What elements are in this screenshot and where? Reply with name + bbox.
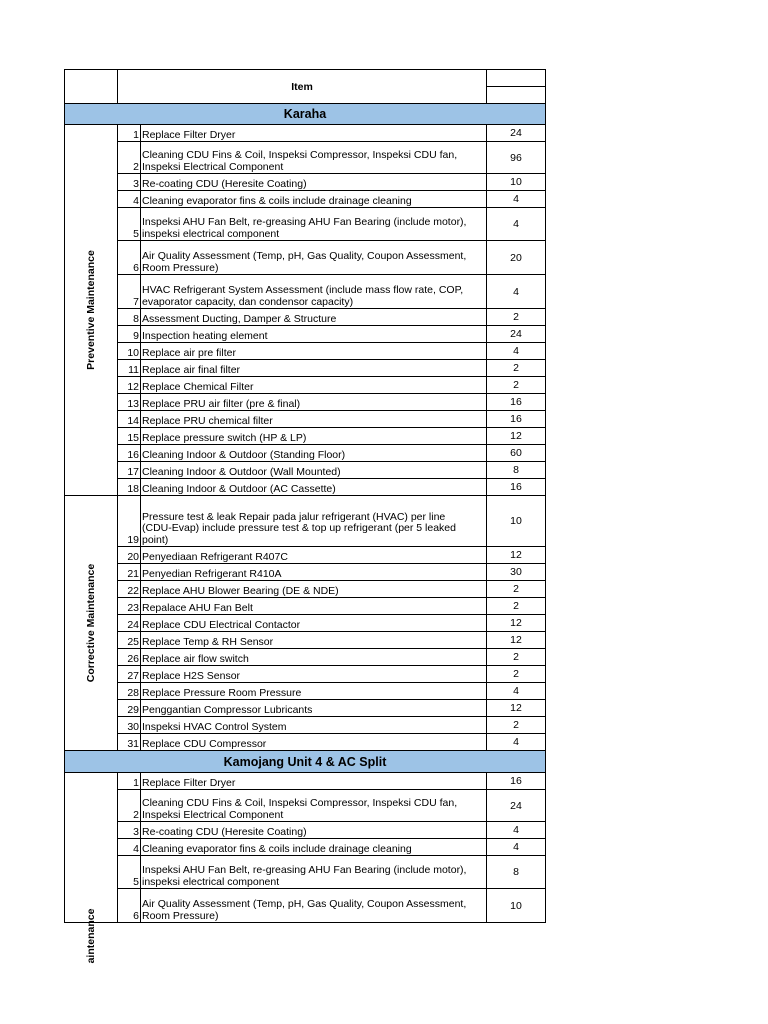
- item-description: Repalace AHU Fan Belt: [142, 601, 253, 614]
- item-description-cell: [141, 790, 487, 822]
- quantity-cell: 4: [487, 839, 546, 856]
- table-row: [65, 360, 546, 377]
- item-description: Cleaning CDU Fins & Coil, Inspeksi Compressor, Inspeksi CDU fan, Inspeksi Electrical Component: [142, 797, 458, 821]
- quantity-cell: 4: [487, 822, 546, 839]
- table-row: [65, 496, 546, 547]
- item-description-cell: [141, 839, 487, 856]
- row-number: 18: [118, 479, 141, 496]
- row-number: 15: [118, 428, 141, 445]
- row-number: 31: [118, 734, 141, 751]
- quantity-cell: 24: [487, 125, 546, 142]
- row-number: 3: [118, 174, 141, 191]
- table-row: [65, 445, 546, 462]
- table-row: [65, 856, 546, 889]
- quantity-cell: 4: [487, 683, 546, 700]
- section-header-row: [65, 751, 546, 773]
- item-description-cell: [141, 343, 487, 360]
- item-description-cell: [141, 632, 487, 649]
- item-description-cell: [141, 428, 487, 445]
- quantity-cell: 12: [487, 428, 546, 445]
- table-row: [65, 666, 546, 683]
- item-description: Penyedian Refrigerant R410A: [142, 567, 282, 580]
- quantity-cell: 10: [487, 174, 546, 191]
- item-description: Replace Pressure Room Pressure: [142, 686, 302, 699]
- item-description-cell: [141, 547, 487, 564]
- item-description-cell: [141, 326, 487, 343]
- quantity-cell: 96: [487, 142, 546, 174]
- quantity-cell: 2: [487, 717, 546, 734]
- quantity-cell: 20: [487, 241, 546, 275]
- table-row: [65, 615, 546, 632]
- table-row: [65, 394, 546, 411]
- row-number: 9: [118, 326, 141, 343]
- table-row: [65, 790, 546, 822]
- quantity-cell: 4: [487, 734, 546, 751]
- table-row: [65, 839, 546, 856]
- item-description: Replace Filter Dryer: [142, 128, 236, 141]
- row-number: 5: [118, 856, 141, 889]
- item-description-cell: [141, 174, 487, 191]
- table-row: [65, 479, 546, 496]
- row-number: 24: [118, 615, 141, 632]
- item-description-cell: [141, 773, 487, 790]
- item-description-cell: [141, 856, 487, 889]
- item-description-cell: [141, 360, 487, 377]
- row-number: 2: [118, 790, 141, 822]
- quantity-cell: 2: [487, 649, 546, 666]
- table-row: [65, 125, 546, 142]
- quantity-cell: 10: [487, 496, 546, 547]
- item-description: Cleaning evaporator fins & coils include drainage cleaning: [142, 842, 412, 855]
- row-number: 6: [118, 241, 141, 275]
- quantity-cell: 2: [487, 360, 546, 377]
- section-title: Kamojang Unit 4 & AC Split: [65, 751, 546, 773]
- item-description-cell: [141, 734, 487, 751]
- item-description: Replace PRU air filter (pre & final): [142, 397, 301, 410]
- table-row: [65, 581, 546, 598]
- row-number: 1: [118, 773, 141, 790]
- quantity-cell: 12: [487, 547, 546, 564]
- row-number: 26: [118, 649, 141, 666]
- table-row: [65, 326, 546, 343]
- table-row: [65, 598, 546, 615]
- category-label: aintenance: [85, 908, 97, 964]
- row-number: 6: [118, 889, 141, 923]
- quantity-cell: 12: [487, 700, 546, 717]
- item-description: Replace CDU Compressor: [142, 737, 267, 750]
- item-description-cell: [141, 208, 487, 241]
- item-description: Replace pressure switch (HP & LP): [142, 431, 307, 444]
- row-number: 25: [118, 632, 141, 649]
- item-description-cell: [141, 564, 487, 581]
- row-number: 22: [118, 581, 141, 598]
- quantity-cell: 4: [487, 208, 546, 241]
- item-description-cell: [141, 700, 487, 717]
- item-description: Replace air flow switch: [142, 652, 249, 665]
- item-description: Air Quality Assessment (Temp, pH, Gas Quality, Coupon Assessment, Room Pressure): [142, 250, 467, 274]
- item-description-cell: [141, 649, 487, 666]
- row-number: 11: [118, 360, 141, 377]
- row-number: 19: [118, 496, 141, 547]
- row-number: 23: [118, 598, 141, 615]
- item-description-cell: [141, 377, 487, 394]
- row-number: 2: [118, 142, 141, 174]
- table-row: [65, 649, 546, 666]
- item-description-cell: [141, 479, 487, 496]
- quantity-cell: 60: [487, 445, 546, 462]
- item-description: HVAC Refrigerant System Assessment (include mass flow rate, COP, evaporator capacity, dan condensor capacity): [142, 284, 464, 308]
- row-number: 1: [118, 125, 141, 142]
- row-number: 30: [118, 717, 141, 734]
- quantity-cell: 4: [487, 275, 546, 309]
- header-item-label: Item: [118, 70, 487, 104]
- table-row: [65, 174, 546, 191]
- quantity-cell: 12: [487, 615, 546, 632]
- category-cell: [65, 773, 118, 964]
- quantity-cell: 2: [487, 581, 546, 598]
- table-row: [65, 889, 546, 923]
- row-number: 20: [118, 547, 141, 564]
- table-row: [65, 241, 546, 275]
- table-row: [65, 377, 546, 394]
- item-description-cell: [141, 717, 487, 734]
- item-description: Replace Temp & RH Sensor: [142, 635, 274, 648]
- quantity-cell: 8: [487, 462, 546, 479]
- item-description: Penggantian Compressor Lubricants: [142, 703, 313, 716]
- quantity-cell: 4: [487, 343, 546, 360]
- quantity-cell: 2: [487, 598, 546, 615]
- item-description: Re-coating CDU (Heresite Coating): [142, 825, 307, 838]
- row-number: 3: [118, 822, 141, 839]
- item-description-cell: [141, 822, 487, 839]
- table-row: [65, 275, 546, 309]
- item-description-cell: [141, 889, 487, 923]
- table-row: [65, 564, 546, 581]
- row-number: 21: [118, 564, 141, 581]
- table-row: [65, 191, 546, 208]
- row-number: 13: [118, 394, 141, 411]
- category-cell: [65, 496, 118, 751]
- item-description-cell: [141, 394, 487, 411]
- quantity-cell: 30: [487, 564, 546, 581]
- item-description-cell: [141, 241, 487, 275]
- item-description: Cleaning evaporator fins & coils include drainage cleaning: [142, 194, 412, 207]
- row-number: 29: [118, 700, 141, 717]
- quantity-cell: 10: [487, 889, 546, 923]
- table-row: [65, 208, 546, 241]
- quantity-cell: 16: [487, 773, 546, 790]
- quantity-cell: 2: [487, 666, 546, 683]
- item-description: Assessment Ducting, Damper & Structure: [142, 312, 337, 325]
- item-description-cell: [141, 496, 487, 547]
- item-description-cell: [141, 309, 487, 326]
- row-number: 5: [118, 208, 141, 241]
- row-number: 16: [118, 445, 141, 462]
- row-number: 4: [118, 839, 141, 856]
- table-row: [65, 343, 546, 360]
- item-description: Inspeksi AHU Fan Belt, re-greasing AHU Fan Bearing (include motor), inspeksi electrical component: [142, 864, 467, 888]
- quantity-cell: 2: [487, 377, 546, 394]
- table-row: [65, 411, 546, 428]
- item-description: Inspection heating element: [142, 329, 268, 342]
- header-qty-cell-bottom: [487, 87, 546, 104]
- item-description-cell: [141, 581, 487, 598]
- quantity-cell: 24: [487, 790, 546, 822]
- quantity-cell: 24: [487, 326, 546, 343]
- item-description: Pressure test & leak Repair pada jalur refrigerant (HVAC) per line (CDU-Evap) include pressure test & top up refrigerant (per 5 leaked point): [142, 510, 456, 546]
- table-row: [65, 142, 546, 174]
- quantity-cell: 16: [487, 479, 546, 496]
- table-row: [65, 734, 546, 751]
- quantity-cell: 8: [487, 856, 546, 889]
- item-description-cell: [141, 598, 487, 615]
- item-description: Replace Filter Dryer: [142, 776, 236, 789]
- item-description-cell: [141, 666, 487, 683]
- table-row: [65, 822, 546, 839]
- row-number: 4: [118, 191, 141, 208]
- table-row: [65, 428, 546, 445]
- item-description: Cleaning Indoor & Outdoor (Standing Floor): [142, 448, 346, 461]
- quantity-cell: 2: [487, 309, 546, 326]
- table-row: [65, 700, 546, 717]
- table-row: [65, 632, 546, 649]
- item-description: Penyediaan Refrigerant R407C: [142, 550, 288, 563]
- item-description-cell: [141, 683, 487, 700]
- item-description-cell: [141, 275, 487, 309]
- item-description-cell: [141, 191, 487, 208]
- section-header-row: [65, 104, 546, 125]
- row-number: 8: [118, 309, 141, 326]
- item-description: Re-coating CDU (Heresite Coating): [142, 177, 307, 190]
- quantity-cell: 12: [487, 632, 546, 649]
- item-description: Cleaning Indoor & Outdoor (AC Cassette): [142, 482, 336, 495]
- item-description: Replace AHU Blower Bearing (DE & NDE): [142, 584, 339, 597]
- quantity-cell: 4: [487, 191, 546, 208]
- category-label: Preventive Maintenance: [85, 250, 97, 370]
- row-number: 12: [118, 377, 141, 394]
- category-label: Corrective Maintenance: [85, 563, 97, 683]
- item-description-cell: [141, 142, 487, 174]
- table-row: [65, 462, 546, 479]
- quantity-cell: 16: [487, 394, 546, 411]
- table-row: [65, 683, 546, 700]
- item-description: Replace H2S Sensor: [142, 669, 241, 682]
- table-row: [65, 309, 546, 326]
- item-description: Inspeksi AHU Fan Belt, re-greasing AHU Fan Bearing (include motor), inspeksi electrical component: [142, 216, 467, 240]
- item-description-cell: [141, 615, 487, 632]
- item-description: Replace CDU Electrical Contactor: [142, 618, 301, 631]
- item-description: Cleaning Indoor & Outdoor (Wall Mounted): [142, 465, 341, 478]
- table-row: [65, 773, 546, 790]
- item-description: Air Quality Assessment (Temp, pH, Gas Quality, Coupon Assessment, Room Pressure): [142, 898, 467, 922]
- row-number: 14: [118, 411, 141, 428]
- row-number: 10: [118, 343, 141, 360]
- row-number: 7: [118, 275, 141, 309]
- item-description: Replace Chemical Filter: [142, 380, 254, 393]
- row-number: 28: [118, 683, 141, 700]
- item-description: Replace air pre filter: [142, 346, 236, 359]
- header-blank-cell: [65, 70, 118, 104]
- category-cell: [65, 125, 118, 496]
- item-description-cell: [141, 462, 487, 479]
- item-description: Inspeksi HVAC Control System: [142, 720, 287, 733]
- quantity-cell: 16: [487, 411, 546, 428]
- item-description: Cleaning CDU Fins & Coil, Inspeksi Compressor, Inspeksi CDU fan, Inspeksi Electrical Component: [142, 149, 458, 173]
- row-number: 17: [118, 462, 141, 479]
- item-description-cell: [141, 411, 487, 428]
- table-row: [65, 717, 546, 734]
- item-description-cell: [141, 445, 487, 462]
- table-row: [65, 547, 546, 564]
- item-description: Replace PRU chemical filter: [142, 414, 273, 427]
- row-number: 27: [118, 666, 141, 683]
- item-description-cell: [141, 125, 487, 142]
- section-title: Karaha: [65, 104, 546, 125]
- header-qty-cell-top: [487, 70, 546, 87]
- maintenance-table: [64, 69, 546, 964]
- item-description: Replace air final filter: [142, 363, 241, 376]
